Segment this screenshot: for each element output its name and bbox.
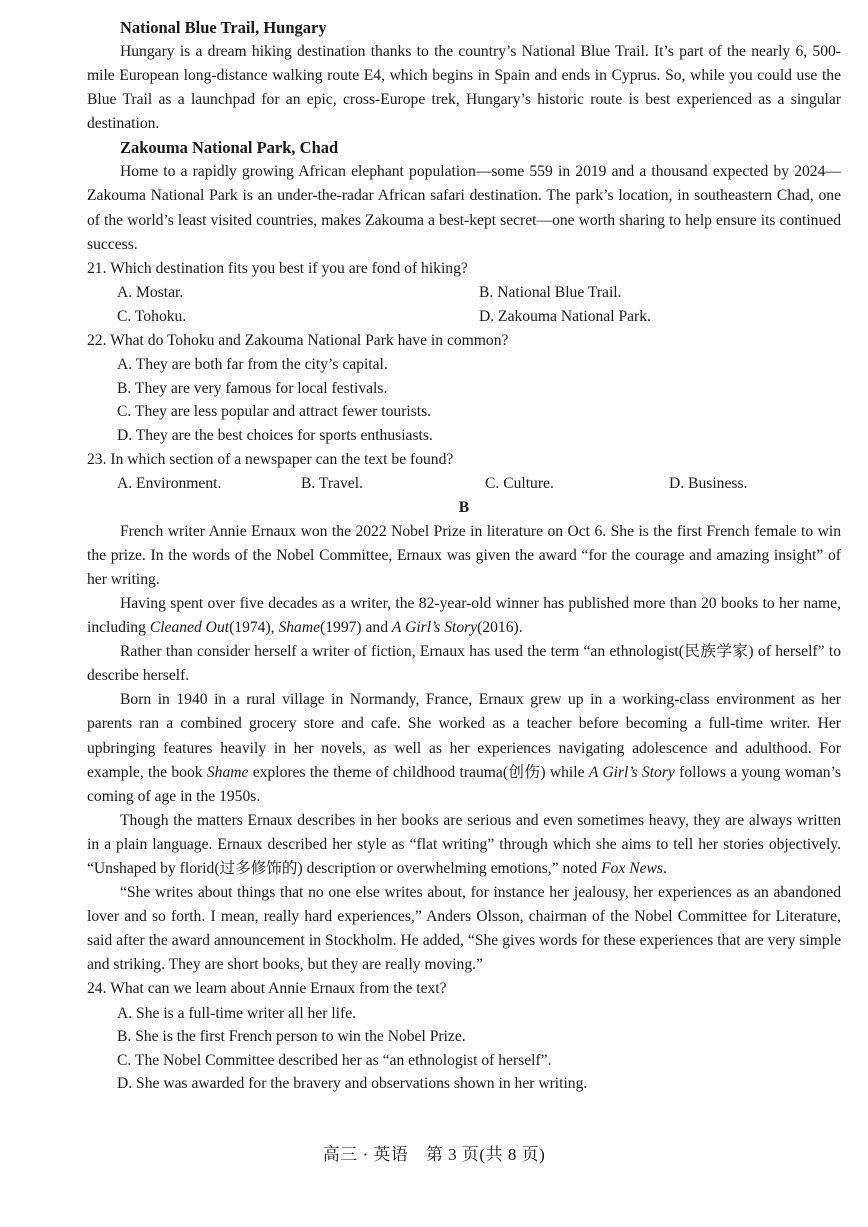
book-title-cleaned-out: Cleaned Out xyxy=(149,619,230,637)
option-23-c: C. Culture. xyxy=(485,474,554,492)
option-21-d: D. Zakouma National Park. xyxy=(479,307,651,325)
question-21-options xyxy=(87,281,841,329)
question-23: 23. In which section of a newspaper can the text be found? xyxy=(87,450,454,468)
passage-b-paragraph-4: Born in 1940 in a rural village in Normandy, France, Ernaux grew up in a working-class environment as her parents ran a combined grocery store and cafe. She worked as a teacher before becoming a full-time writer. Her upbringing features heavily in her novels, as well as her experiences navigating adolescence and adulthood. For example, the book Shame explores the theme of childhood trauma(创伤) while A Girl’s Story follows a young woman’s coming of age in the 1950s. xyxy=(87,691,841,805)
question-23-options xyxy=(87,472,841,496)
option-21-c: C. Tohoku. xyxy=(117,307,187,325)
option-24-b: B. She is the first French person to win the Nobel Prize. xyxy=(117,1028,466,1046)
passage-b-paragraph-2: Having spent over five decades as a writer, the 82-year-old winner has published more than 20 books to her name, including Cleaned Out(1974), Shame(1997) and A Girl’s Story(2016). xyxy=(87,594,841,637)
option-22-a: A. They are both far from the city’s capital. xyxy=(117,356,388,374)
passage-b-paragraph-1: French writer Annie Ernaux won the 2022 Nobel Prize in literature on Oct 6. She is the first French female to win the prize. In the words of the Nobel Committee, Ernaux was given the award “for the courage and amazing insight” of her writing. xyxy=(87,522,841,588)
question-24: 24. What can we learn about Annie Ernaux from the text? xyxy=(87,980,447,998)
blue-trail-heading: National Blue Trail, Hungary xyxy=(120,18,327,37)
option-23-b: B. Travel. xyxy=(301,474,363,492)
blue-trail-paragraph: Hungary is a dream hiking destination thanks to the country’s National Blue Trail. It’s part of the nearly 6, 500-mile European long-distance walking route E4, which begins in Spain and ends in Cyprus. So, while you could use the Blue Trail as a launchpad for an epic, cross-Europe trek, Hungary’s historic route is best experienced as a singular destination. xyxy=(87,43,841,133)
book-title-a-girls-story: A Girl’s Story xyxy=(391,619,478,637)
book-title-shame: Shame xyxy=(278,619,321,637)
option-22-b: B. They are very famous for local festivals. xyxy=(117,379,388,397)
zakouma-heading: Zakouma National Park, Chad xyxy=(120,138,339,158)
section-b-label: B xyxy=(458,498,470,516)
page-footer: 高三 · 英语 第 3 页(共 8 页) xyxy=(322,1145,546,1164)
option-24-c: C. The Nobel Committee described her as “an ethnologist of herself”. xyxy=(117,1051,552,1069)
option-23-a: A. Environment. xyxy=(117,474,222,492)
option-24-d: D. She was awarded for the bravery and observations shown in her writing. xyxy=(117,1075,588,1093)
option-21-a: A. Mostar. xyxy=(117,283,184,301)
passage-b-paragraph-6: “She writes about things that no one else writes about, for instance her jealousy, her experiences as an abandoned lover and so forth. I mean, really hard experiences,” Anders Olsson, chairman of the Nobel Committee for Literature, said after the award announcement in Stockholm. He added, “She gives words for these experiences that are very simple and striking. They are short books, but they are really moving.” xyxy=(87,884,841,974)
book-title-shame: Shame xyxy=(206,763,249,781)
option-24-a: A. She is a full-time writer all her life. xyxy=(117,1004,357,1022)
zakouma-paragraph: Home to a rapidly growing African elephant population—some 559 in 2019 and a thousand expected by 2024—Zakouma National Park is an under-the-radar African safari destination. The park’s location, in southeastern Chad, one of the world’s least visited countries, makes Zakouma a best-kept secret—one worth sharing to help ensure its continued success. xyxy=(87,163,841,253)
question-21: 21. Which destination fits you best if you are fond of hiking? xyxy=(87,259,468,277)
option-23-d: D. Business. xyxy=(669,474,748,492)
option-21-b: B. National Blue Trail. xyxy=(479,283,622,301)
option-22-d: D. They are the best choices for sports enthusiasts. xyxy=(117,426,433,444)
book-title-a-girls-story: A Girl’s Story xyxy=(588,763,675,781)
option-22-c: C. They are less popular and attract fewer tourists. xyxy=(117,403,432,421)
source-fox-news: Fox News xyxy=(601,860,663,877)
passage-b-paragraph-5: Though the matters Ernaux describes in her books are serious and even sometimes heavy, they are always written in a plain language. Ernaux described her style as “flat writing” through which she aims to tell her stories objectively. “Unshaped by florid(过多修饰的) description or overwhelming emotions,” noted Fox News. xyxy=(87,811,841,877)
question-22: 22. What do Tohoku and Zakouma National Park have in common? xyxy=(87,332,509,350)
exam-page xyxy=(87,16,841,1096)
passage-b-paragraph-3: Rather than consider herself a writer of fiction, Ernaux has used the term “an ethnologist(民族学家) of herself” to describe herself. xyxy=(87,643,841,685)
